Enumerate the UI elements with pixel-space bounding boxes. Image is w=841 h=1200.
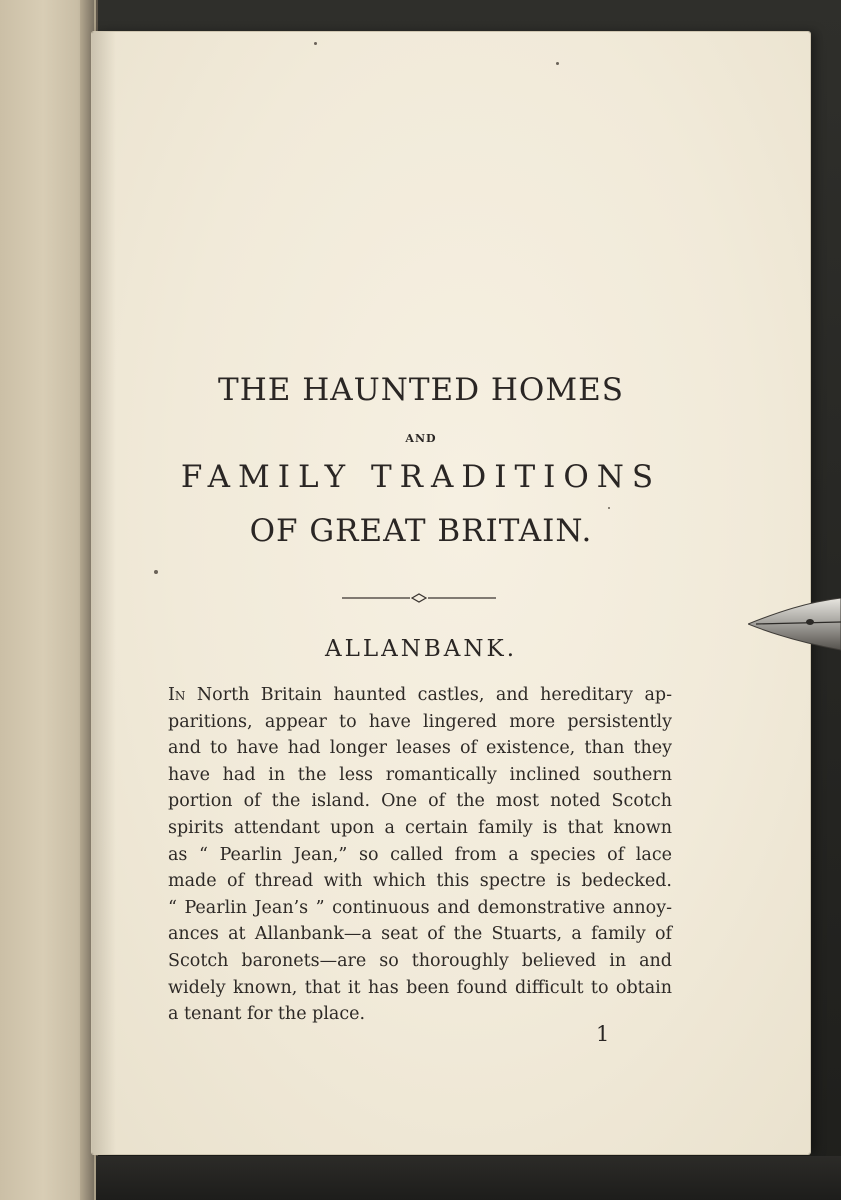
text-line: ances at Allanbank—a seat of the Stuarts, a family of: [168, 924, 672, 945]
title-line-1: THE HAUNTED HOMES: [218, 372, 624, 408]
page-gutter-shadow: [92, 32, 116, 1154]
text-line: Scotch baronets—are so thoroughly believed in and: [168, 950, 672, 971]
text-line: as “ Pearlin Jean,” so called from a species of lace: [168, 844, 672, 865]
text-line: “ Pearlin Jean’s ” continuous and demonstrative annoy-: [168, 897, 672, 918]
text-line: widely known, that it has been found difficult to obtain: [168, 977, 672, 998]
facing-page-edge: [0, 0, 98, 1200]
title-line-3: OF GREAT BRITAIN.: [249, 513, 593, 549]
table-edge: [96, 1156, 841, 1200]
page-number: 1: [596, 1022, 610, 1046]
text-line: [168, 682, 672, 709]
text-line-rest: North Britain haunted castles, and hereditary ap-: [185, 685, 672, 705]
text-line: have had in the less romantically inclined southern: [168, 764, 672, 785]
text-line: spirits attendant upon a certain family is that known: [168, 817, 672, 838]
title-block: [92, 372, 750, 549]
paper-speck: [608, 507, 610, 509]
title-and: AND: [405, 432, 437, 445]
section-heading: ALLANBANK.: [324, 636, 518, 662]
body-paragraph: [168, 682, 672, 1028]
paper-speck: [556, 62, 559, 65]
ornamental-rule-icon: [342, 590, 496, 606]
drop-initial: In: [168, 685, 186, 705]
text-line-last: a tenant for the place.: [168, 1004, 366, 1025]
text-line: made of thread with which this spectre is bedecked.: [168, 871, 672, 892]
text-line: paritions, appear to have lingered more persistently: [168, 711, 672, 732]
title-line-2: FAMILY TRADITIONS: [180, 459, 662, 495]
book-page: [92, 32, 810, 1154]
paper-speck: [314, 42, 317, 45]
pen-nib-icon: [748, 598, 841, 654]
text-line: and to have had longer leases of existence, than they: [168, 738, 672, 759]
text-line: portion of the island. One of the most noted Scotch: [168, 791, 672, 812]
paper-speck: [154, 570, 158, 574]
